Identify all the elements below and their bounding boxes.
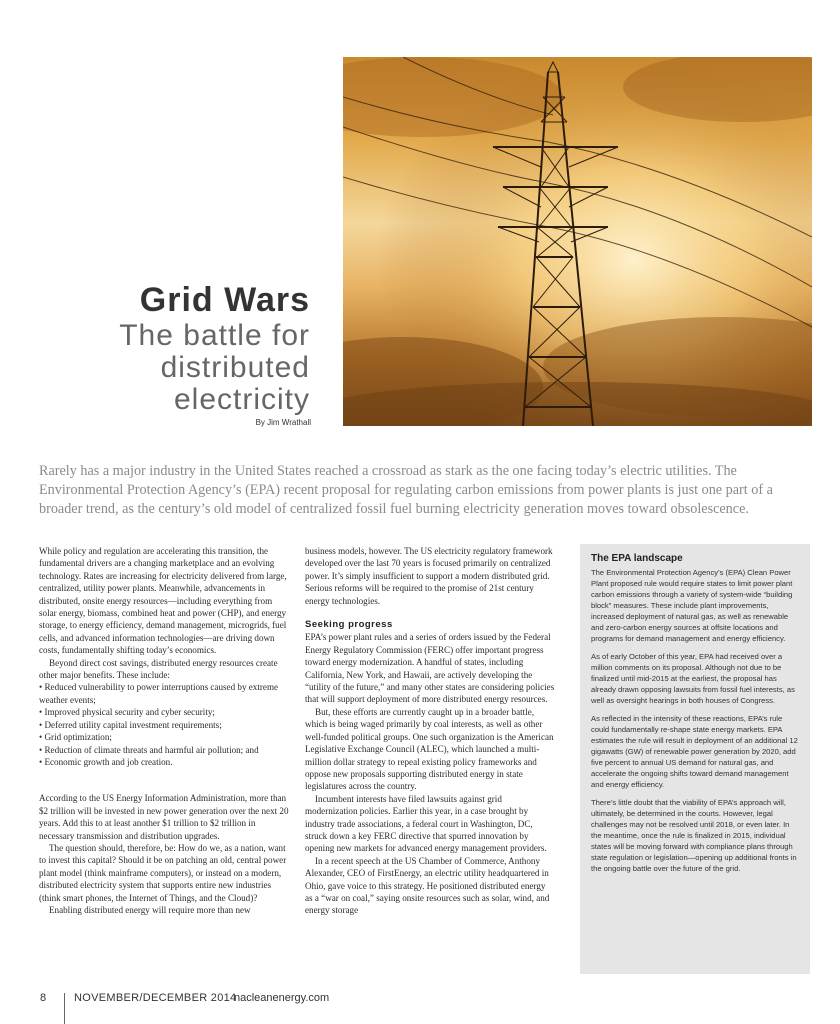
site-url: nacleanenergy.com [234, 992, 330, 1004]
body-column-1 [39, 545, 289, 916]
body-paragraph: While policy and regulation are accelerating this transition, the fundamental drivers are a changing marketplace and an evolving technology. Rates are increasing for electricity delivered from large, centralized, utility power plants. Meanwhile, advancements in distributed, onsite energy resources—including everything from solar energy, biomass, combined heat and power (CHP), and energy storage, to energy efficiency, demand management, microgrids, fuel cells, and advanced information technologies—are driving down costs, fundamentally shifting today’s economics. [39, 546, 287, 656]
body-paragraph: Beyond direct cost savings, distributed energy resources create other major benefits. These include: [39, 657, 278, 681]
footer-divider [64, 993, 65, 1024]
article-title: Grid Wars [139, 281, 310, 319]
article-subtitle-line: electricity [173, 383, 310, 416]
body-paragraph: The question should, therefore, be: How do we, as a nation, want to invest this capital? Should it be on patching an old, central power plant model (think mainframe computers), or instead on a modern, distributed electricity system that supports entire new industries (think smart phones, the Internet of Things, and the Cloud)? [39, 842, 287, 903]
article-subtitle-line: distributed [160, 351, 310, 384]
sidebar-paragraph: As reflected in the intensity of these reactions, EPA’s rule could fundamentally re-shape state energy markets. EPA estimates the rule will result in deployment of an additional 12 gigawatts (GW) of renewable power generation by 2020, add five percent to annual US demand for natural gas, and accelerate the ongoing shifts toward demand management and energy efficiency. [591, 714, 798, 789]
list-item: • Improved physical security and cyber security; [39, 706, 289, 718]
sidebar-title: The EPA landscape [591, 553, 683, 564]
byline: By Jim Wrathall [255, 418, 311, 427]
list-item: • Deferred utility capital investment requirements; [39, 719, 289, 731]
list-item: • Grid optimization; [39, 731, 289, 743]
transmission-tower-icon [343, 57, 812, 426]
list-item: • Reduced vulnerability to power interruptions caused by extreme weather events; [39, 681, 289, 706]
page-number: 8 [40, 992, 47, 1004]
body-column-2 [305, 545, 555, 917]
body-paragraph: Incumbent interests have filed lawsuits against grid modernization policies. Earlier this year, in a case brought by industry trade associations, a federal court in Washington, DC, struck down a key FERC directive that spurred innovation by opening new markets for advanced energy management providers. [305, 793, 547, 854]
body-paragraph: In a recent speech at the US Chamber of Commerce, Anthony Alexander, CEO of FirstEnergy, an electric utility headquartered in Ohio, gave voice to this strategy. He positioned distributed energy as a “war on coal,” saying onsite resources such as solar, wind, and energy storage [305, 855, 550, 916]
headline-block [119, 282, 310, 416]
intro-paragraph: Rarely has a major industry in the United States reached a crossroad as stark as the one facing today’s electric utilities. The Environmental Protection Agency’s (EPA) recent proposal for regulating carbon emissions from power plants is just one part of a broader trend, as the century’s old model of centralized fossil fuel burning electricity generation moves toward obsolescence. [39, 463, 773, 517]
sidebar-paragraph: There’s little doubt that the viability of EPA’s approach will, ultimately, be determined in the courts. However, legal challenges may not be resolved until 2018, or even later. In the meantime, once the rule is finalized in 2015, individual states will be moving forward with compliance plans through state regulation or legislation—opening up additional fronts in the ongoing battle over the future of the grid. [591, 798, 797, 873]
issue-date: NOVEMBER/DECEMBER 2014 [74, 992, 237, 1004]
body-paragraph: But, these efforts are currently caught up in a broader battle, which is being waged primarily by coal interests, as well as other well-funded political groups. One such organization is the American Legislative Exchange Council (ALEC), which launched a multi-million dollar strategy to repeal existing policy frameworks and oppose new proposals supporting distributed energy in state legislatures across the country. [305, 706, 554, 792]
body-paragraph: According to the US Energy Information Administration, more than $2 trillion will be invested in new power generation over the next 20 years. Add this to at least another $1 trillion to $2 trillion in necessary transmission and distribution upgrades. [39, 793, 289, 841]
body-paragraph: business models, however. The US electricity regulatory framework developed over the last 70 years is focused primarily on centralized power. It’s simply insufficient to support a modern distributed grid. Serious reforms will be required to the promise of 21st century energy technologies. [305, 546, 553, 606]
hero-photo [343, 57, 812, 426]
list-item: • Economic growth and job creation. [39, 756, 289, 768]
sidebar-box [580, 544, 810, 974]
article-subtitle-line: The battle for [119, 319, 310, 352]
list-item: • Reduction of climate threats and harmful air pollution; and [39, 744, 289, 756]
body-paragraph: EPA’s power plant rules and a series of orders issued by the Federal Energy Regulatory Commission (FERC) offer important progress toward energy modernization. A handful of states, including California, New York, and Hawaii, are actively developing the “utility of the future,” and many other states are considering policies that will support deployment of more distributed energy resources. [305, 632, 555, 705]
sidebar-paragraph: As of early October of this year, EPA had received over a million comments on its proposal. Although not due to be finalized until mid-2015 at the earliest, the proposal has already drawn opposing lawsuits from fossil fuel interests, as well as oversight hearings in both houses of Congress. [591, 652, 795, 705]
section-heading: Seeking progress [305, 619, 393, 631]
page-footer [40, 992, 330, 1004]
body-paragraph: Enabling distributed energy will require more than new [49, 904, 251, 915]
benefits-list [39, 681, 289, 768]
sidebar-paragraph: The Environmental Protection Agency’s (EPA) Clean Power Plant proposed rule would require states to limit power plant carbon emissions through a variety of system-wide “building block” measures. These include plant improvements, increased deployment of natural gas, as well as renewable and zero-carbon energy sources at offsite locations and programs for demand management and energy efficiency. [591, 568, 793, 643]
